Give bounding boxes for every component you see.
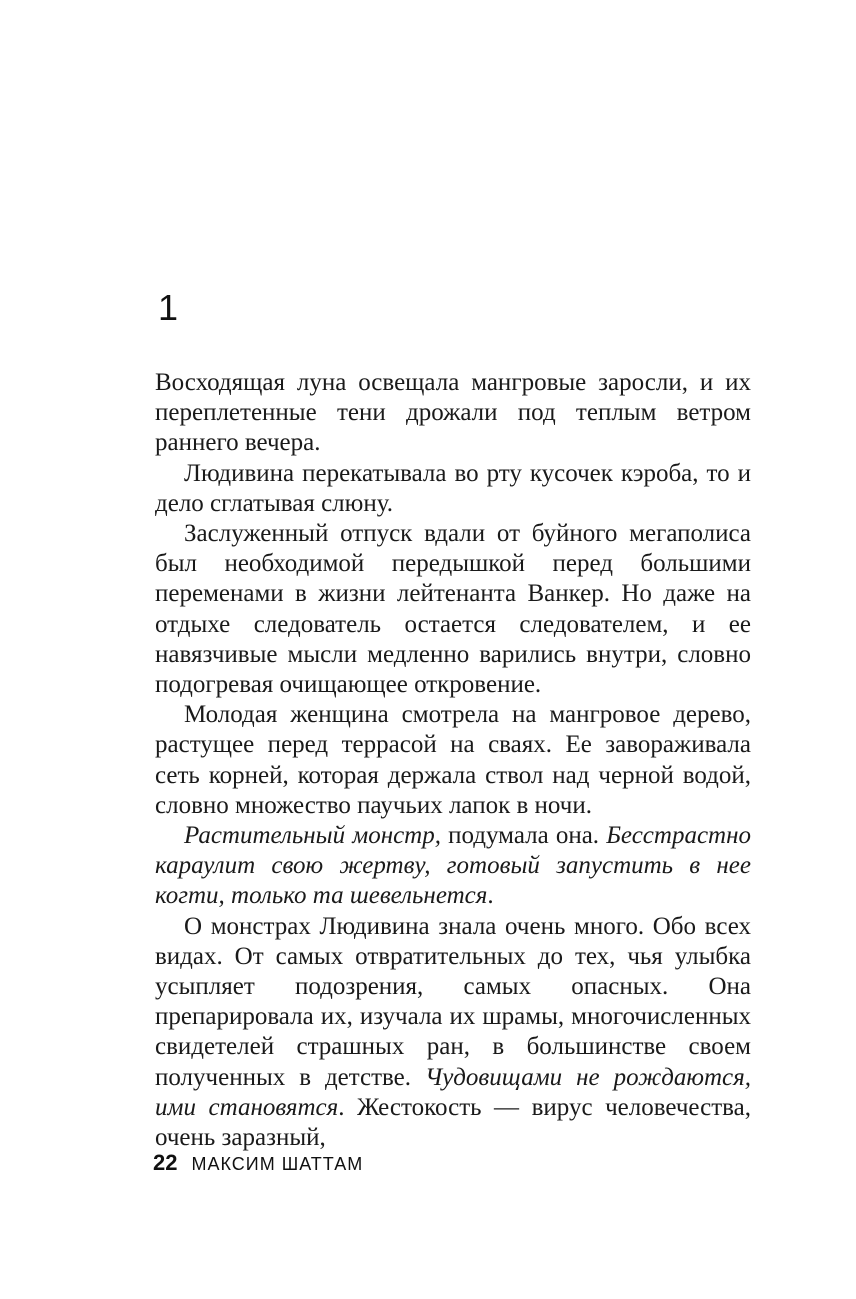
text-segment: Молодая женщина смотрела на мангровое дерево, растущее перед террасой на сваях. Ее завораживала сеть корней, которая держала ствол над черной водой, словно множество паучьих лапок в ночи. [155, 701, 751, 819]
page-number: 22 [153, 1150, 178, 1175]
italic-text-segment: Растительный монстр, [184, 822, 441, 850]
paragraph [155, 459, 751, 519]
paragraph [155, 821, 751, 912]
paragraph [155, 519, 751, 700]
chapter-number: 1 [158, 287, 179, 328]
text-segment: . [487, 882, 494, 910]
italic-text-segment: Чудовищами не рождаются, ими становятся [155, 1063, 752, 1121]
paragraph [155, 368, 751, 459]
paragraph [155, 912, 751, 1154]
page-footer [153, 1150, 363, 1176]
text-segment: Восходящая луна освещала мангровые заросли, и их переплетенные тени дрожали под теплым ветром раннего вечера. [155, 369, 751, 457]
text-segment: Людивина перекатывала во рту кусочек кэроба, то и дело сглатывая слюну. [155, 459, 751, 517]
italic-text-segment: Бесстрастно караулит свою жертву, готовый запустить в нее когти, только та шевельнется [155, 822, 751, 910]
paragraph [155, 700, 751, 821]
body-text [155, 368, 751, 1153]
text-segment: . Жестокость — вирус человечества, очень заразный, [155, 1093, 751, 1152]
text-segment: О монстрах Людивина знала очень много. Обо всех видах. От самых отвратительных до тех, чья улыбка усыпляет подозрения, самых опасных. Она препарировала их, изучала их шрамы, многочисленных свидетелей страшных ран, в большинстве своем полученных в детстве. [155, 912, 751, 1091]
text-segment: подумала она. [441, 822, 607, 850]
text-segment: Заслуженный отпуск вдали от буйного мегаполиса был необходимой передышкой перед большими переменами в жизни лейтенанта Ванкер. Но даже на отдыхе следователь остается следователем, и ее навязчивые мысли медленно варились внутри, словно подогревая очищающее откровение. [155, 520, 751, 699]
running-head-author: МАКСИМ ШАТТАМ [191, 1154, 364, 1174]
